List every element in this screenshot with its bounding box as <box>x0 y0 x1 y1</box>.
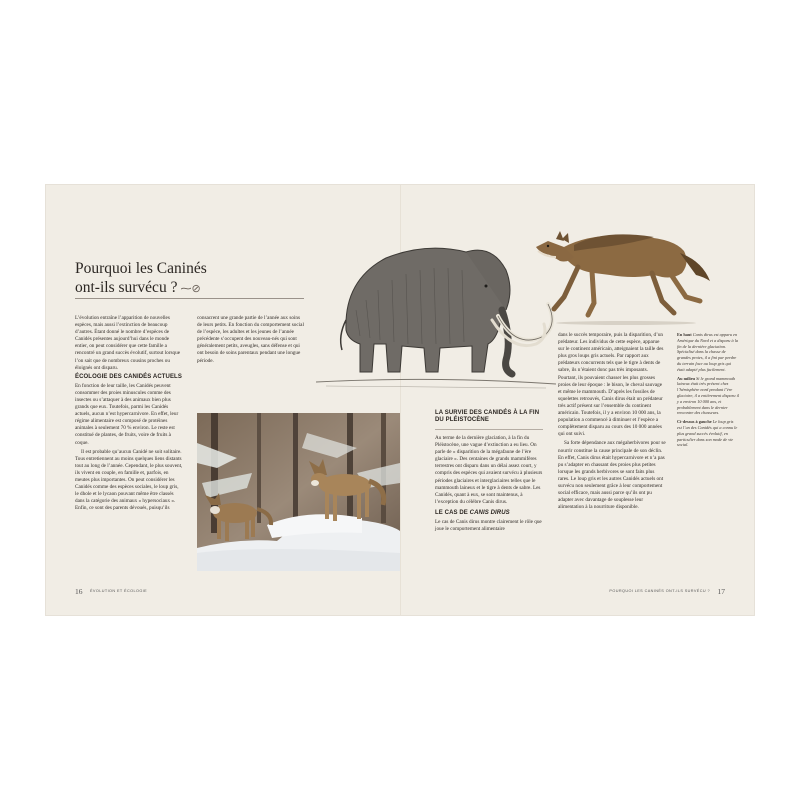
paragraph: dans le succès temporaire, puis la disparition, d’un prédateur. Les individus de cette espèce, apparue sur le continent américain, atteignaient la taille des plus gros loups gris actuels. Par rapport aux prédateurs concurrents tels que le tigre à dents de sabre, ils n’étaient donc pas très imposants. Pourtant, ils pouvaient chasser les plus grosses proies de leur époque : le bison, le cheval sauvage et même le mammouth. D’après les fossiles de squelettes retrouvés, Canis dirus était un prédateur très actif présent sur l’ensemble du continent américain. Toutefois, il y a environ 10 000 ans, la population a commencé à diminuer et l’espèce a complètement disparu au cours des 10 000 années qui ont suivi. <box>558 332 664 438</box>
text-column-2 <box>197 315 305 367</box>
paragraph: consacrent une grande partie de l’année aux soins de leurs petits. En fonction du comportement social de l’espèce, les adultes et les jeunes de l’année précédente s’occupent des nouveau-nés qui sont généralement petits, aveugles, sans défense et qui ont besoin de soins parentaux pendant une longue période. <box>197 315 304 364</box>
book-spread <box>46 185 754 615</box>
title-rule <box>75 298 304 299</box>
title-line-1: Pourquoi les Caninés <box>75 260 207 277</box>
text-column-1 <box>75 315 183 514</box>
running-head-right: POURQUOI LES CANINÉS ONT-ILS SURVÉCU ? <box>609 589 710 593</box>
paragraph: En fonction de leur taille, les Canidés peuvent consommer des proies minuscules comme des insectes ou s’attaquer à des animaux bien plus grands que eux. Toutefois, parmi les Canidés actuels, aucun n’est hypercarnivore. En effet, leur régime alimentaire est composé de protéines animales à seulement 70 % environ. Le reste est constitué de plantes, de fruits, voire de fruits à coque. <box>75 382 179 446</box>
mammoth-svg <box>316 240 556 392</box>
dire-wolf-illustration <box>534 217 714 325</box>
page-title <box>75 259 305 299</box>
section-heading-ecologie: ÉCOLOGIE DES CANIDÉS ACTUELS <box>75 373 182 380</box>
caption-left: Ci-dessus à gauche Le loup gris est l’un des Canidés qui a connu le plus grand succès évolutif, en particulier dans son mode de vie social. <box>677 419 738 448</box>
heading-rule <box>435 429 543 430</box>
ornament-icon: ⁓⊘ <box>180 283 201 295</box>
page-number-left: 16 <box>75 587 83 596</box>
text-column-3 <box>435 409 543 535</box>
paragraph: Au terme de la dernière glaciation, à la fin du Pléistocène, une vague d’extinction a eu lieu. On parle de « disparition de la mégafaune de l’ère glaciaire ». Des centaines de grands mammifères terrestres ont disparu dans un délai assez court, y compris des espèces qui avaient survécu à plusieurs périodes glaciaires et interglaciaires telles que le mammouth laineux et le tigre à dents de sabre. Les Canidés, quant à eux, se sont maintenus, à l’exception du célèbre Canis dirus. <box>435 435 543 505</box>
paragraph: L’évolution entraîne l’apparition de nouvelles espèces, mais aussi l’extinction de beaucoup d’autres. Étant donné le nombre d’espèces de Canidés présentes aujourd’hui dans le monde entier, on peut considérer que cette famille a rencontré un grand succès évolutif, surtout lorsque l’on sait que de nombreux cousins proches ou éloignés ont disparu. <box>75 315 181 371</box>
wolves-photo-svg <box>197 413 400 571</box>
paragraph: Sa forte dépendance aux mégaherbivores pour se nourrir constitue la cause principale de son déclin. En effet, Canis dirus était hypercarnivore et n’a pas pu s’adapter en chassant des proies plus petites lorsque les grands herbivores se sont faits plus rares. Le loup gris et les autres Canidés actuels ont survécu non seulement grâce à leur comportement social efficace, mais aussi parce qu’ils ont pu adapter avec davantage de souplesse leur alimentation à la nourriture disponible. <box>558 440 666 511</box>
wolves-snow-photo <box>197 413 400 571</box>
title-line-2: ont-ils survécu ? <box>75 279 178 296</box>
dire-wolf-svg <box>534 217 714 325</box>
paragraph: Il est probable qu’aucun Canidé ne soit solitaire. Tous entretiennent au moins quelques liens distants tout au long de l’année. Cependant, le plus souvent, ils vivent en couple, en famille et, parfois, en meutes plus importantes. On peut considérer les Canidés comme des espèces sociales, le loup gris, le dhole et le lycaon pouvant même être classés dans la catégorie des animaux « hypersociaux ». Enfin, ce sont des parents dévoués, puisqu’ils <box>75 448 183 512</box>
caption-sidebar <box>677 332 739 451</box>
mammoth-illustration <box>316 240 556 392</box>
caption-middle: Au milieu Si le grand mammouth laineux était très présent chez l’hémisphère nord pendant l’ère glaciaire, il a entièrement disparu il y a environ 10 000 ans, et probablement dans le dernier rencontre des chasseurs. <box>677 375 739 416</box>
caption-top: En haut Canis dirus est apparu en Amérique du Nord et a disparu à la fin de la dernière glaciation. Spécialisé dans la chasse de grandes proies, il a fini par perdre du terrain face au loup gris qui était adapté plus facilement. <box>677 332 739 372</box>
section-heading-canis-dirus: LE CAS DE CANIS DIRUS <box>435 509 510 516</box>
text-column-4 <box>558 332 666 513</box>
section-heading-survie: LA SURVIE DES CANIDÉS À LA FIN DU PLÉISTOCÈNE <box>435 410 540 423</box>
page-number-right: 17 <box>717 587 725 596</box>
paragraph: Le cas de Canis dirus montre clairement le rôle que joue le comportement alimentaire <box>435 518 542 533</box>
running-head-left: ÉVOLUTION ET ÉCOLOGIE <box>90 589 148 593</box>
